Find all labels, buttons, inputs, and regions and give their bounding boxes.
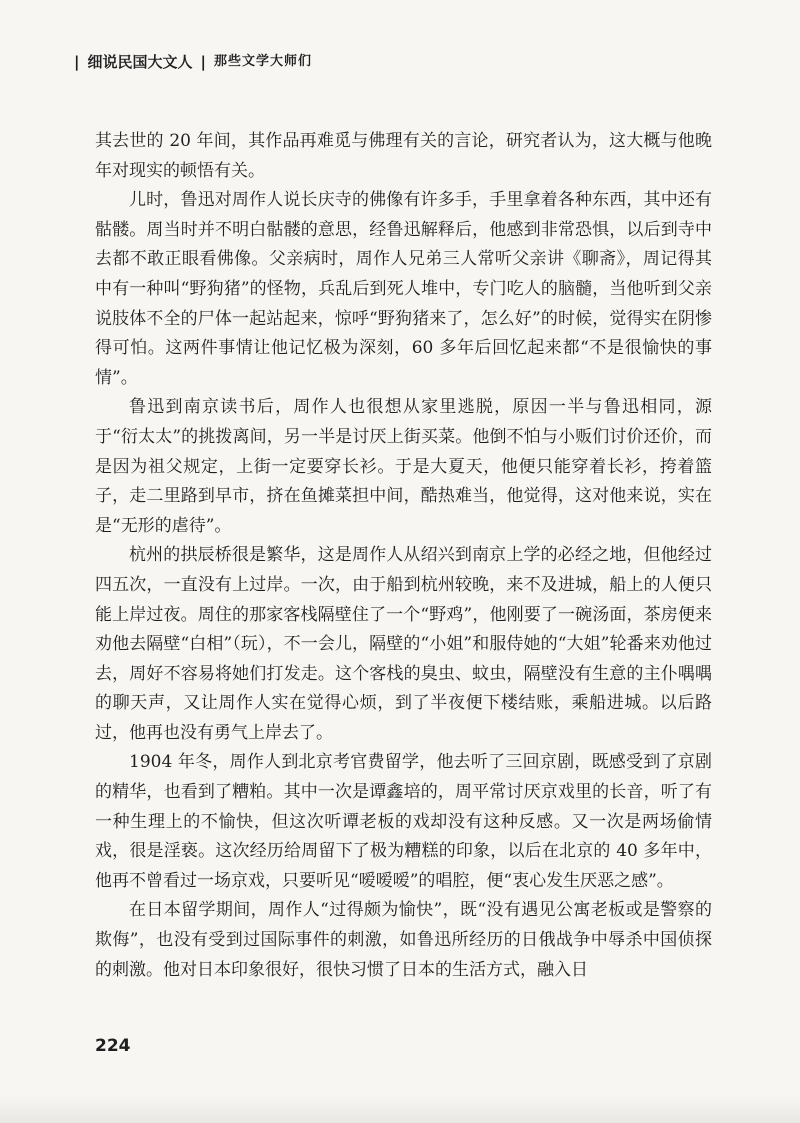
book-title: 细说民国大文人 bbox=[87, 53, 193, 71]
header-divider-middle: | bbox=[200, 53, 206, 71]
paragraph-1: 其去世的 20 年间，其作品再难觅与佛理有关的言论，研究者认为，这大概与他晚年对现实的顿悟有关。 bbox=[95, 131, 712, 181]
page-bottom-shadow bbox=[0, 1095, 800, 1123]
header-divider-left: | bbox=[74, 53, 80, 71]
paragraph-5: 1904 年冬，周作人到北京考官费留学，他去听了三回京剧，既感受到了京剧的精华，也看到了糟粕。其中一次是谭鑫培的，周平常讨厌京戏里的长音，听了有一种生理上的不愉快，但这次听谭老板的戏却没有这种反感。又一次是两场偷情戏，很是淫亵。这次经历给周留下了极为糟糕的印象，以后在北京的 40 多年中，他再不曾看过一场京戏，只要听见“嗳嗳嗳”的唱腔，便“衷心发生厌恶之感”。 bbox=[95, 752, 712, 891]
page-number: 224 bbox=[95, 1036, 131, 1056]
running-header bbox=[66, 52, 312, 72]
paragraph-2: 儿时，鲁迅对周作人说长庆寺的佛像有许多手，手里拿着各种东西，其中还有骷髅。周当时并不明白骷髅的意思，经鲁迅解释后，他感到非常恐惧，以后到寺中去都不敢正眼看佛像。父亲病时，周作人兄弟三人常听父亲讲《聊斋》，周记得其中有一种叫“野狗猪”的怪物，兵乱后到死人堆中，专门吃人的脑髓，当他听到父亲说肢体不全的尸体一起站起来，惊呼“野狗猪来了，怎么好”的时候，觉得实在阴惨得可怕。这两件事情让他记忆极为深刻，60 多年后回忆起来都“不是很愉快的事情”。 bbox=[95, 190, 712, 388]
paragraph-3: 鲁迅到南京读书后，周作人也很想从家里逃脱，原因一半与鲁迅相同，源于“衍太太”的挑拨离间，另一半是讨厌上街买菜。他倒不怕与小贩们讨价还价，而是因为祖父规定，上街一定要穿长衫。于是大夏天，他便只能穿着长衫，挎着篮子，走二里路到早市，挤在鱼摊菜担中间，酷热难当，他觉得，这对他来说，实在是“无形的虐待”。 bbox=[95, 397, 712, 536]
paragraph-4: 杭州的拱辰桥很是繁华，这是周作人从绍兴到南京上学的必经之地，但他经过四五次，一直没有上过岸。一次，由于船到杭州较晚，来不及进城，船上的人便只能上岸过夜。周住的那家客栈隔壁住了一个“野鸡”，他刚要了一碗汤面，茶房便来劝他去隔壁“白相”（玩），不一会儿，隔壁的“小姐”和服侍她的“大姐”轮番来劝他过去，周好不容易将她们打发走。这个客栈的臭虫、蚊虫，隔壁没有生意的主仆喁喁的聊天声，又让周作人实在觉得心烦，到了半夜便下楼结账，乘船进城。以后路过，他再也没有勇气上岸去了。 bbox=[95, 545, 712, 743]
paragraph-6: 在日本留学期间，周作人“过得颇为愉快”，既“没有遇见公寓老板或是警察的欺侮”，也没有受到过国际事件的刺激，如鲁迅所经历的日俄战争中辱杀中国侦探的刺激。他对日本印象很好，很快习惯了日本的生活方式，融入日 bbox=[95, 900, 712, 980]
section-title: 那些文学大师们 bbox=[213, 54, 312, 69]
body-text bbox=[95, 127, 712, 985]
